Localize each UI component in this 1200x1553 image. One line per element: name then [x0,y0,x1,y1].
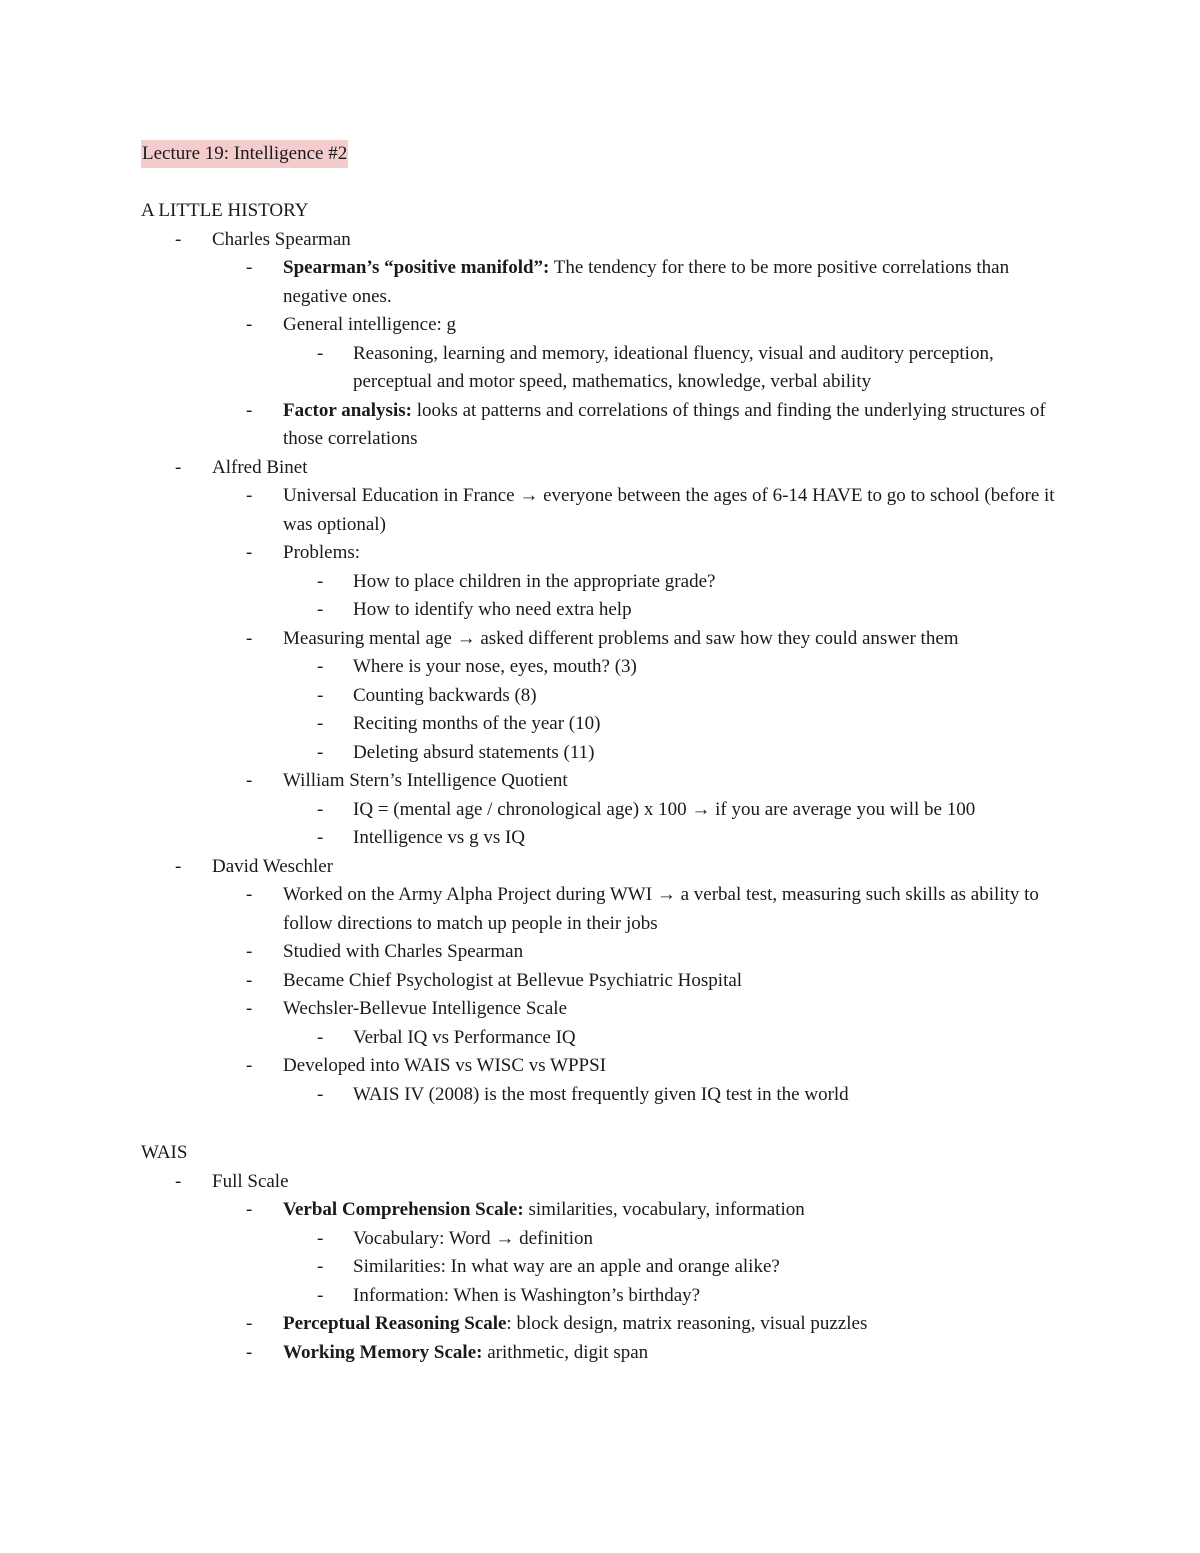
list-item-text [353,596,1063,625]
list-item [0,397,1200,454]
list-item [0,653,1200,682]
list-item [0,938,1200,967]
item-body: General intelligence: g [283,314,457,335]
list-item [0,1225,1200,1254]
list-item [0,881,1200,938]
list-item-text [353,653,1063,682]
list-item-text [353,824,1063,853]
list-item [0,995,1200,1024]
bullet-dash: - [246,1341,253,1363]
section-heading: A LITTLE HISTORY [141,200,309,221]
list-item-text [353,739,1063,768]
bullet-dash: - [317,1026,324,1048]
bullet-dash: - [175,228,182,250]
list-item [0,1168,1200,1197]
item-body: Information: When is Washington’s birthday? [353,1284,701,1306]
list-item-text [353,340,1063,397]
bullet-dash: - [317,827,324,848]
item-body: Reciting months of the year (10) [353,713,601,734]
item-body: Vocabulary: Word → definition [353,1227,593,1249]
list-item [0,625,1200,654]
list-item [0,767,1200,796]
bullet-dash: - [317,798,324,820]
list-item-text [283,995,1063,1024]
list-item [0,340,1200,397]
bullet-dash: - [246,314,253,335]
list-item [0,1052,1200,1081]
list-item-text [353,682,1063,711]
list-item [0,311,1200,340]
bullet-dash: - [317,684,324,706]
item-body: Deleting absurd statements (11) [353,741,595,763]
list-item [0,967,1200,996]
bullet-dash: - [246,1055,253,1076]
list-item [0,853,1200,882]
item-body: Reasoning, learning and memory, ideational fluency, visual and auditory perception, perceptual and motor speed, mathematics, knowledge, verbal ability [353,342,994,392]
bullet-dash: - [317,713,324,734]
list-item-text [353,1282,1063,1311]
bullet-dash: - [246,627,253,649]
item-body: similarities, vocabulary, information [523,1199,805,1220]
item-body: How to place children in the appropriate grade? [353,570,716,592]
list-item-text [353,1253,1063,1282]
bullet-dash: - [246,969,253,991]
list-item-text [283,482,1063,539]
bullet-dash: - [246,399,253,421]
list-item-text [353,1024,1063,1053]
bullet-dash: - [317,656,324,677]
bullet-dash: - [317,741,324,763]
list-item-text [283,938,1063,967]
list-item [0,824,1200,853]
bullet-dash: - [246,941,253,962]
bullet-dash: - [175,855,182,877]
item-body: Counting backwards (8) [353,684,537,706]
item-body: Similarities: In what way are an apple and orange alike? [353,1256,780,1277]
list-item [0,568,1200,597]
list-item-text [212,454,1200,483]
section-items [0,226,1200,1110]
item-body: Full Scale [212,1170,289,1192]
list-item-text [283,767,1063,796]
list-item-text [283,254,1063,311]
term-label: Spearman’s “positive manifold”: [283,257,550,278]
bullet-dash: - [246,998,253,1019]
list-item [0,254,1200,311]
list-item [0,482,1200,539]
list-item [0,454,1200,483]
list-item [0,1024,1200,1053]
list-item [0,596,1200,625]
section-items [0,1168,1200,1368]
list-item [0,1253,1200,1282]
list-item-text [283,539,1063,568]
term-label: Factor analysis: [283,399,412,421]
item-body: Verbal IQ vs Performance IQ [353,1026,576,1048]
list-item-text [353,710,1063,739]
page-title: Lecture 19: Intelligence #2 [141,140,348,168]
item-body: WAIS IV (2008) is the most frequently given IQ test in the world [353,1083,849,1105]
bullet-dash: - [246,542,253,563]
list-item-text [353,1081,1063,1110]
list-item-text [283,311,1063,340]
item-body: David Weschler [212,855,334,877]
item-body: Intelligence vs g vs IQ [353,827,526,848]
list-item-text [283,1052,1063,1081]
list-item-text [283,967,1063,996]
item-body: Universal Education in France → everyone between the ages of 6-14 HAVE to go to school (before it was optional) [283,485,1055,535]
list-item-text [283,397,1063,454]
bullet-dash: - [246,1199,253,1220]
list-item [0,682,1200,711]
item-body: William Stern’s Intelligence Quotient [283,770,568,791]
bullet-dash: - [246,770,253,791]
list-item-text [283,625,1063,654]
list-item-text [353,796,1063,825]
bullet-dash: - [175,1170,182,1192]
item-body: How to identify who need extra help [353,599,632,620]
list-item [0,1081,1200,1110]
list-item-text [353,1225,1063,1254]
list-item-text [283,1339,1063,1368]
section-heading: WAIS [141,1142,188,1163]
term-label: Verbal Comprehension Scale: [283,1199,524,1220]
list-item-text [212,1168,1200,1197]
item-body: : block design, matrix reasoning, visual puzzles [506,1313,868,1334]
item-body: IQ = (mental age / chronological age) x 100 → if you are average you will be 100 [353,798,976,820]
item-body: Became Chief Psychologist at Bellevue Psychiatric Hospital [283,969,743,991]
item-body: Where is your nose, eyes, mouth? (3) [353,656,637,677]
item-body: Developed into WAIS vs WISC vs WPPSI [283,1055,607,1076]
list-item-text [283,1196,1063,1225]
list-item-text [283,881,1063,938]
list-item-text [353,568,1063,597]
list-item [0,539,1200,568]
item-body: Measuring mental age → asked different problems and saw how they could answer them [283,627,959,649]
list-item-text [283,1310,1063,1339]
item-body: Worked on the Army Alpha Project during WWI → a verbal test, measuring such skills as ability to follow directions to match up people in their jobs [283,884,1039,934]
list-item-text [212,853,1200,882]
bullet-dash: - [317,1227,324,1249]
list-item [0,1339,1200,1368]
bullet-dash: - [317,570,324,592]
list-item [0,1310,1200,1339]
list-item [0,710,1200,739]
item-body: Problems: [283,542,361,563]
item-body: Studied with Charles Spearman [283,941,524,962]
bullet-dash: - [246,485,253,506]
item-body: looks at patterns and correlations of things and finding the underlying structures of those correlations [283,399,1046,449]
bullet-dash: - [175,456,182,478]
bullet-dash: - [317,342,324,364]
bullet-dash: - [317,1083,324,1105]
bullet-dash: - [317,1284,324,1306]
bullet-dash: - [317,1256,324,1277]
bullet-dash: - [246,884,253,905]
item-body: Charles Spearman [212,228,351,250]
term-label: Working Memory Scale: [283,1341,483,1363]
list-item [0,226,1200,255]
item-body: Alfred Binet [212,456,308,478]
list-item [0,1282,1200,1311]
item-body: Wechsler-Bellevue Intelligence Scale [283,998,568,1019]
term-label: Perceptual Reasoning Scale [283,1313,507,1334]
list-item [0,739,1200,768]
bullet-dash: - [317,599,324,620]
item-body: arithmetic, digit span [482,1341,649,1363]
item-body: The tendency for there to be more positive correlations than negative ones. [283,257,1010,307]
list-item [0,1196,1200,1225]
bullet-dash: - [246,257,253,278]
list-item [0,796,1200,825]
list-item-text [212,226,1200,255]
bullet-dash: - [246,1313,253,1334]
